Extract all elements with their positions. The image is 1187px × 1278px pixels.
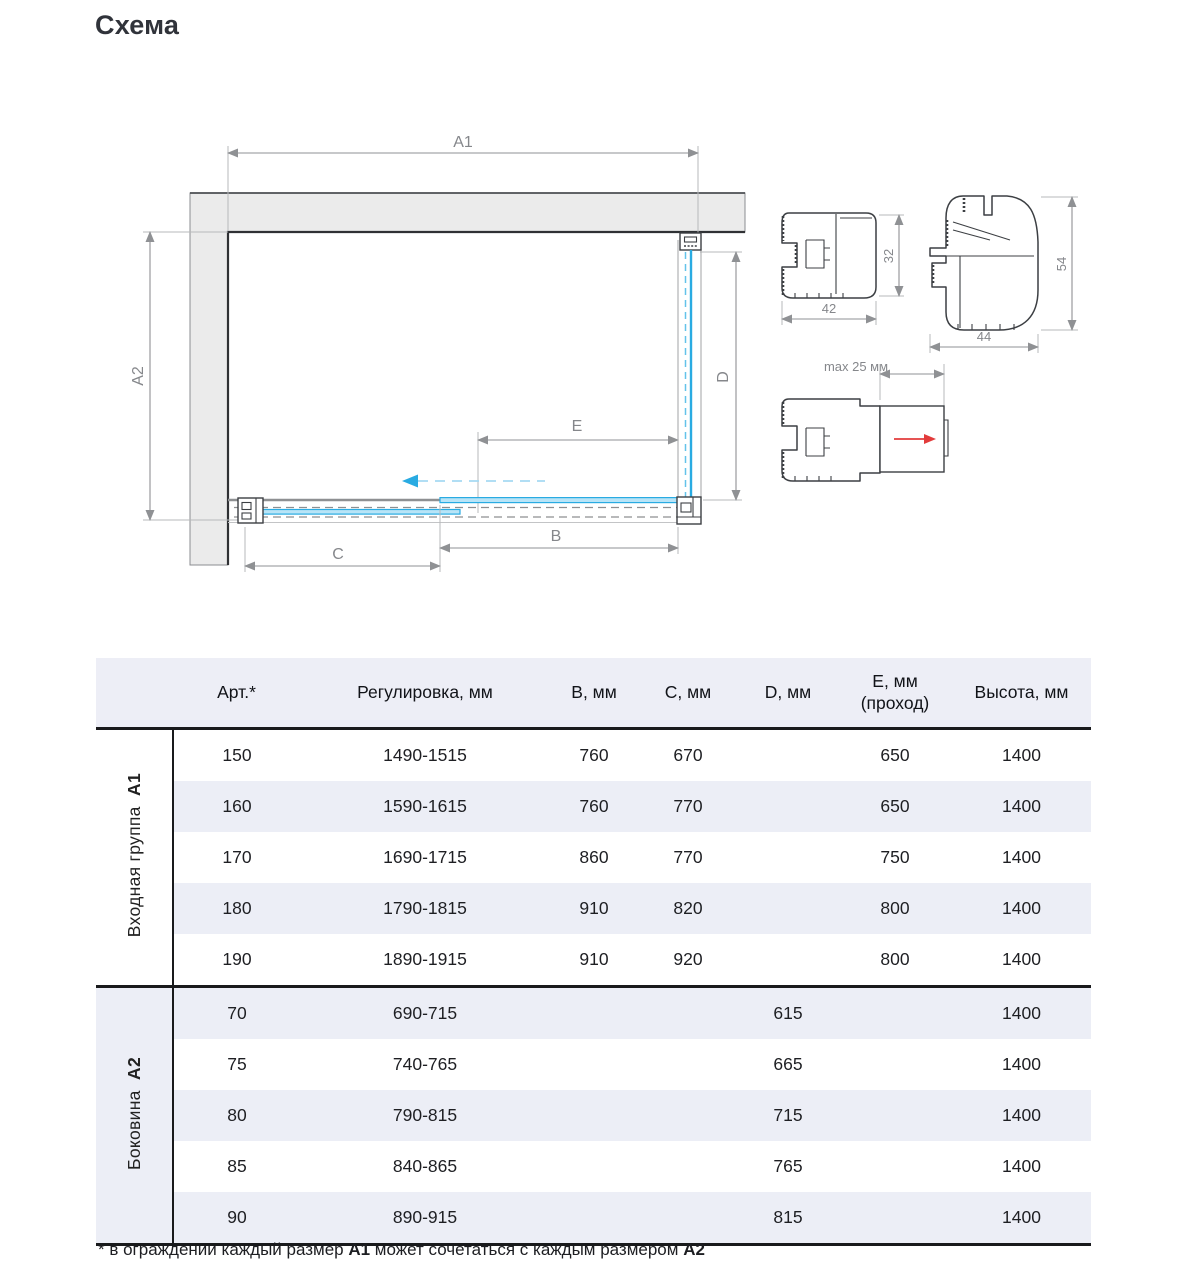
spec-cell: 890-915 xyxy=(300,1192,550,1245)
profile-section-adjustable xyxy=(782,359,948,481)
spec-cell: 90 xyxy=(173,1192,300,1245)
page-title: Схема xyxy=(95,10,180,40)
spec-cell: 820 xyxy=(638,883,738,934)
spec-cell: 615 xyxy=(738,987,838,1040)
spec-cell: 765 xyxy=(773,1156,803,1176)
dimension-b xyxy=(440,505,678,572)
spec-cell: 750 xyxy=(880,847,910,867)
profile-section-44x54 xyxy=(930,196,1078,353)
table-row xyxy=(96,1141,1091,1192)
table-row xyxy=(96,1192,1091,1245)
footnote-text: * в ограждении каждый размер xyxy=(98,1240,349,1259)
spec-cell: 1790-1815 xyxy=(300,883,550,934)
spec-cell: 800 xyxy=(880,949,910,969)
group-column-spacer xyxy=(96,658,173,729)
spec-cell: 760 xyxy=(550,781,638,832)
track-and-glass xyxy=(228,498,700,523)
spec-cell: 70 xyxy=(173,987,300,1040)
column-header: B, мм xyxy=(550,658,638,729)
spec-cell: 670 xyxy=(638,729,738,782)
column-header: E, мм (проход) xyxy=(838,658,952,729)
row-group-label: Входная группа А1 xyxy=(96,729,173,987)
table-row xyxy=(96,1039,1091,1090)
spec-cell xyxy=(638,987,738,1040)
dim-label-c: C xyxy=(332,546,344,563)
spec-cell: 1400 xyxy=(1002,1156,1041,1176)
spec-cell: 770 xyxy=(673,847,703,867)
spec-table-header xyxy=(96,658,1091,729)
spec-cell: 650 xyxy=(838,781,952,832)
spec-cell: 860 xyxy=(579,847,609,867)
spec-cell: 1400 xyxy=(952,883,1091,934)
dim-label-a1: A1 xyxy=(453,134,473,151)
spec-cell: 1400 xyxy=(1002,949,1041,969)
table-row xyxy=(96,883,1091,934)
row-group-label: Боковина А2 xyxy=(96,987,173,1245)
table-row xyxy=(96,781,1091,832)
spec-cell: 1400 xyxy=(952,1192,1091,1245)
spec-cell: 1400 xyxy=(1002,847,1041,867)
footnote-size-a2: А2 xyxy=(683,1240,705,1259)
spec-cell: 190 xyxy=(222,949,252,969)
spec-cell: 815 xyxy=(738,1192,838,1245)
spec-cell: 665 xyxy=(773,1054,803,1074)
spec-cell xyxy=(638,1192,738,1245)
row-group xyxy=(96,729,1091,987)
table-row xyxy=(96,987,1091,1040)
spec-cell: 1400 xyxy=(952,1090,1091,1141)
footnote-size-a1: А1 xyxy=(348,1240,371,1259)
spec-cell xyxy=(838,1090,952,1141)
table-row xyxy=(96,832,1091,883)
spec-cell: 85 xyxy=(227,1156,247,1176)
dim-label-44: 44 xyxy=(976,329,992,344)
dim-label-e: E xyxy=(571,418,583,435)
spec-cell: 920 xyxy=(673,949,703,969)
table-row xyxy=(96,934,1091,987)
spec-cell: 910 xyxy=(550,883,638,934)
spec-cell xyxy=(638,1141,738,1192)
spec-cell xyxy=(838,1141,952,1192)
spec-cell xyxy=(550,987,638,1040)
dimension-d xyxy=(700,252,742,500)
slide-direction-arrow xyxy=(402,475,545,488)
spec-cell: 910 xyxy=(579,949,609,969)
spec-cell: 840-865 xyxy=(392,1156,458,1176)
spec-cell xyxy=(838,987,952,1040)
spec-cell xyxy=(738,883,838,934)
spec-cell xyxy=(638,1090,738,1141)
spec-cell: 715 xyxy=(738,1090,838,1141)
spec-cell: 1400 xyxy=(1002,1054,1041,1074)
spec-cell: 80 xyxy=(173,1090,300,1141)
spec-cell: 770 xyxy=(638,781,738,832)
row-group xyxy=(96,987,1091,1245)
profile-section-42x32 xyxy=(782,213,904,325)
table-row xyxy=(96,1090,1091,1141)
spec-cell: 75 xyxy=(227,1054,247,1074)
spec-cell: 740-765 xyxy=(392,1054,458,1074)
spec-cell: 1690-1715 xyxy=(383,847,467,867)
spec-cell xyxy=(838,1039,952,1090)
spec-cell xyxy=(638,1039,738,1090)
spec-cell xyxy=(738,781,838,832)
dim-label-32: 32 xyxy=(881,248,896,264)
spec-cell: 1890-1915 xyxy=(383,949,467,969)
spec-cell: 690-715 xyxy=(300,987,550,1040)
spec-cell xyxy=(550,1090,638,1141)
spec-cell xyxy=(838,1192,952,1245)
fixed-glass-panel xyxy=(440,498,678,503)
spec-cell: 170 xyxy=(222,847,252,867)
column-header: C, мм xyxy=(638,658,738,729)
table-row xyxy=(96,729,1091,782)
spec-cell: 790-815 xyxy=(300,1090,550,1141)
spec-cell: 180 xyxy=(173,883,300,934)
column-header: Высота, мм xyxy=(952,658,1091,729)
spec-cell xyxy=(738,832,838,883)
dim-label-42: 42 xyxy=(821,301,837,316)
spec-cell: 1490-1515 xyxy=(300,729,550,782)
dim-label-54: 54 xyxy=(1054,256,1069,272)
footnote-text: может сочетаться с каждым размером xyxy=(370,1240,684,1259)
sliding-door-panel xyxy=(252,510,460,515)
dim-label-d: D xyxy=(715,371,732,383)
column-header: Арт.* xyxy=(173,658,300,729)
spec-cell xyxy=(550,1141,638,1192)
spec-cell: 760 xyxy=(550,729,638,782)
footnote xyxy=(98,1240,705,1260)
spec-cell: 1400 xyxy=(952,781,1091,832)
spec-cell: 160 xyxy=(173,781,300,832)
spec-cell xyxy=(738,729,838,782)
spec-cell: 1590-1615 xyxy=(300,781,550,832)
dim-label-a2: A2 xyxy=(130,366,147,386)
spec-cell: 800 xyxy=(838,883,952,934)
column-header: Регулировка, мм xyxy=(300,658,550,729)
dimension-c xyxy=(245,527,440,572)
column-header: D, мм xyxy=(738,658,838,729)
spec-cell xyxy=(550,1039,638,1090)
wall-profile-left xyxy=(238,498,263,523)
spec-cell xyxy=(550,1192,638,1245)
spec-cell: 150 xyxy=(173,729,300,782)
side-panel-assembly xyxy=(677,233,701,524)
spec-cell xyxy=(738,934,838,987)
spec-cell: 1400 xyxy=(952,729,1091,782)
spec-cell: 1400 xyxy=(952,987,1091,1040)
dim-label-b: B xyxy=(550,528,562,545)
spec-table xyxy=(96,658,1091,1246)
max-25-label: max 25 мм xyxy=(823,359,889,374)
spec-cell: 650 xyxy=(838,729,952,782)
